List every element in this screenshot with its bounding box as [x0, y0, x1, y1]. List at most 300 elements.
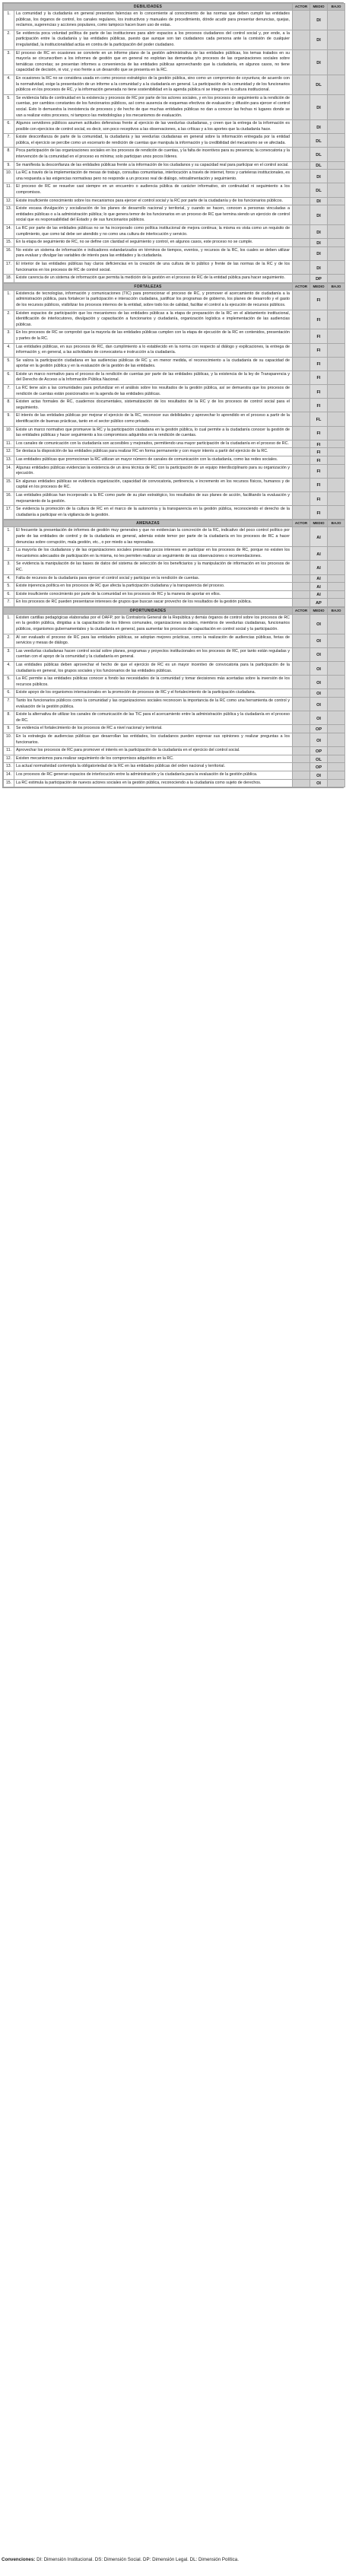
row-text: Tanto los funcionarios públicos como la comunidad y las organizaciones sociales reconocen la importancia de la RC como una herramienta de control y evaluación de la gestión pública.	[14, 698, 293, 711]
row-text: Aprovechar los procesos de RC para promover el interés en la participación de la ciudadanía en el ejercicio del control social.	[14, 747, 293, 755]
section-header-row	[4, 283, 345, 290]
dimension-code: OI	[310, 647, 328, 661]
dimension-code: OI	[310, 662, 328, 676]
matrix-row	[4, 590, 345, 599]
low-cell	[328, 491, 345, 505]
row-number: 11.	[4, 747, 14, 755]
dimension-code: FI	[310, 370, 328, 384]
dimension-code: FI	[310, 290, 328, 310]
actor-cell	[293, 205, 310, 225]
row-text: Existen mecanismos para realizar seguimiento de los compromisos adquiridos en la RC.	[14, 755, 293, 763]
matrix-row	[4, 170, 345, 183]
low-cell	[328, 94, 345, 119]
row-number: 1.	[4, 614, 14, 634]
low-cell	[328, 275, 345, 283]
section-table	[3, 283, 345, 520]
row-text: La RC por parte de las entidades públicas no se ha incorporado como política institucional de mejora continua; la misma es vista como un requisito de cumplimiento, que como tal debe ser atendido y no como una cultura de interlocución y servicio.	[14, 225, 293, 239]
actor-cell	[293, 733, 310, 746]
row-number: 2.	[4, 634, 14, 647]
matrix-row	[4, 574, 345, 583]
matrix-row	[4, 225, 345, 239]
row-number: 2.	[4, 547, 14, 561]
row-number: 7.	[4, 698, 14, 711]
matrix-row	[4, 426, 345, 440]
matrix-row	[4, 711, 345, 725]
actor-cell	[293, 134, 310, 148]
row-number: 6.	[4, 370, 14, 384]
actor-cell	[293, 11, 310, 30]
low-cell	[328, 634, 345, 647]
row-text: Las entidades públicas, en sus procesos de RC, dan cumplimiento a lo establecido en la norma con respecto al diálogo y explicaciones, la entrega de información y, en general, a las actividades de convocatoria e instrucción a la ciudadanía.	[14, 343, 293, 357]
matrix-row	[4, 583, 345, 591]
section-header-row	[4, 607, 345, 614]
column-header: MEDIO	[310, 607, 328, 614]
low-cell	[328, 574, 345, 583]
actor-cell	[293, 711, 310, 725]
matrix-row	[4, 148, 345, 161]
matrix-row	[4, 733, 345, 746]
row-text: En la estrategia de audiencias públicas que desarrollan las entidades, los ciudadanos pueden expresar sus opiniones y realizar preguntas a los funcionarios.	[14, 733, 293, 746]
dimension-code: DL	[310, 75, 328, 94]
low-cell	[328, 426, 345, 440]
dimension-code: OP	[310, 747, 328, 755]
row-text: Existe desconfianza de parte de la comunidad, la ciudadanía y las veedurías ciudadanas en general sobre la información entregada por la entidad pública, el ejercicio se percibe como un escenario de rendición de cuentas que manipula la información y la credibilidad del mecanismo se ve afectada.	[14, 134, 293, 148]
column-header: ACTOR	[293, 4, 310, 11]
dimension-code: FL	[310, 412, 328, 426]
actor-cell	[293, 385, 310, 399]
row-text: Algunas entidades públicas evidencian la existencia de un área técnica de RC con la participación de un equipo interdisciplinario para su organización y ejecución.	[14, 464, 293, 478]
row-text: Los procesos de RC generan espacios de interlocución entre la administración y la ciudadanía para la evaluación de la gestión pública.	[14, 771, 293, 779]
dimension-code: OI	[310, 634, 328, 647]
row-text: Existen cartillas pedagógicas elaboradas por el DAFP, por la Contraloría General de la República y demás órganos de control sobre los procesos de RC en la gestión pública, dirigidas a la capacitación de los líderes comunales, organizaciones sociales, miembros de veedurías ciudadanas, funcionarios públicos, organismos gubernamentales y la ciudadanía en general, para aumentar los procesos de capacitación en control social y la participación.	[14, 614, 293, 634]
actor-cell	[293, 343, 310, 357]
matrix-row	[4, 205, 345, 225]
matrix-row	[4, 275, 345, 283]
section-title: DEBILIDADES	[4, 4, 293, 11]
dimension-code: DI	[310, 225, 328, 239]
row-text: No existe un sistema de información e indicadores estandarizados en términos de tiempos, eventos, y recursos de la RC, los cuales se deben utilizar para evaluar y divulgar las variables de interés para las entidades y la ciudadanía.	[14, 246, 293, 260]
low-cell	[328, 448, 345, 456]
actor-cell	[293, 426, 310, 440]
row-number: 7.	[4, 385, 14, 399]
row-number: 16.	[4, 491, 14, 505]
row-number: 14.	[4, 771, 14, 779]
section-title: FORTALEZAS	[4, 283, 293, 290]
matrix-row	[4, 290, 345, 310]
row-number: 16.	[4, 246, 14, 260]
actor-cell	[293, 399, 310, 412]
dimension-code: AI	[310, 561, 328, 574]
column-header: BAJO	[328, 607, 345, 614]
dimension-code: OI	[310, 733, 328, 746]
actor-cell	[293, 94, 310, 119]
matrix-row	[4, 478, 345, 491]
dimension-code: DI	[310, 239, 328, 247]
dimension-code: FI	[310, 440, 328, 448]
row-text: La RC tiene aún a las comunidades para profundizar en el análisis sobre los resultados de la gestión pública, así se demuestra que los procesos de rendición de cuentas están posicionados en la agenda de las entidades públicas.	[14, 385, 293, 399]
actor-cell	[293, 197, 310, 205]
actor-cell	[293, 574, 310, 583]
actor-cell	[293, 260, 310, 274]
row-number: 12.	[4, 448, 14, 456]
low-cell	[328, 527, 345, 547]
column-header: ACTOR	[293, 283, 310, 290]
column-header: ACTOR	[293, 520, 310, 527]
dimension-code: FI	[310, 478, 328, 491]
low-cell	[328, 11, 345, 30]
row-number: 8.	[4, 148, 14, 161]
low-cell	[328, 771, 345, 779]
row-number: 12.	[4, 197, 14, 205]
row-text: La actual normatividad contempla la obligatoriedad de la RC en las entidades públicas del orden nacional y territorial.	[14, 763, 293, 771]
dimension-code: FI	[310, 448, 328, 456]
low-cell	[328, 385, 345, 399]
low-cell	[328, 590, 345, 599]
dimension-code: OI	[310, 771, 328, 779]
row-text: Algunos servidores públicos asumen actitudes defensivas frente al ejercicio de las veedurías ciudadanas, y creen que la entrega de la información es posible con ejercicios de control social, es decir, son poco receptivos a las observaciones, a las críticas y a los aportes que la ciudadanía hace.	[14, 120, 293, 134]
column-header: BAJO	[328, 4, 345, 11]
low-cell	[328, 161, 345, 170]
row-number: 5.	[4, 357, 14, 370]
matrix-row	[4, 120, 345, 134]
row-text: Existe carencia de un sistema de información que permita la medición de la gestión en el proceso de RC de la entidad pública para hacer seguimiento.	[14, 275, 293, 283]
matrix-row	[4, 412, 345, 426]
row-text: La RC permite a las entidades públicas conocer a fondo las necesidades de la comunidad y tomar decisiones más acertadas sobre la inversión de los recursos públicos.	[14, 676, 293, 689]
row-number: 5.	[4, 583, 14, 591]
row-text: Existe apoyo de los organismos internacionales en la promoción de procesos de RC y el fortalecimiento de la participación ciudadana.	[14, 689, 293, 698]
low-cell	[328, 75, 345, 94]
matrix-row	[4, 599, 345, 607]
dimension-code: DI	[310, 197, 328, 205]
row-text: Existe escasa divulgación y socialización de los planes de desarrollo nacional y territorial, y cuando se hacen, conocen a personas vinculadas a entidades públicas o a la administración pública; lo que genera temor de los funcionarios en un proceso de RC que termina siendo un ejercicio de control social que es responsabilidad del Estado y de sus funcionarios públicos.	[14, 205, 293, 225]
dimension-code: DI	[310, 94, 328, 119]
row-text: Las entidades públicas deben aprovechar el hecho de que el ejercicio de RC es un mayor incentivo de convocatoria para la participación de la ciudadanía en general, los grupos sociales y los funcionarios de las entidades públicas.	[14, 662, 293, 676]
low-cell	[328, 711, 345, 725]
dimension-code: DI	[310, 246, 328, 260]
row-number: 9.	[4, 161, 14, 170]
row-number: 4.	[4, 343, 14, 357]
dimension-code: FI	[310, 491, 328, 505]
dimension-code: OI	[310, 711, 328, 725]
low-cell	[328, 456, 345, 465]
low-cell	[328, 779, 345, 787]
matrix-row	[4, 634, 345, 647]
dimension-code: AI	[310, 527, 328, 547]
low-cell	[328, 183, 345, 197]
matrix-row	[4, 456, 345, 465]
low-cell	[328, 120, 345, 134]
matrix-row	[4, 647, 345, 661]
low-cell	[328, 647, 345, 661]
dimension-code: FI	[310, 456, 328, 465]
low-cell	[328, 689, 345, 698]
row-number: 14.	[4, 225, 14, 239]
low-cell	[328, 49, 345, 75]
row-number: 1.	[4, 527, 14, 547]
matrix-row	[4, 698, 345, 711]
actor-cell	[293, 771, 310, 779]
row-number: 4.	[4, 75, 14, 94]
row-text: Existe insuficiente conocimiento por parte de la comunidad en los procesos de RC y la manera de aportar en ellos.	[14, 590, 293, 599]
section-table	[3, 3, 345, 283]
row-text: Las entidades públicas han incorporado a la RC como parte de su plan estratégico, los resultados de sus planes de acción, facilitando la evaluación y mejoramiento de la gestión.	[14, 491, 293, 505]
actor-cell	[293, 599, 310, 607]
actor-cell	[293, 448, 310, 456]
row-number: 17.	[4, 260, 14, 274]
matrix-row	[4, 329, 345, 343]
row-text: La RC estimula la participación de nuevos actores sociales en la gestión pública, reconociendo a la ciudadanía como sujeto de derechos.	[14, 779, 293, 787]
matrix-row	[4, 506, 345, 520]
row-text: El interior de las entidades públicas hay claros deficiencias en la creación de una cultura de lo público y frente de las normas de la RC y de los funcionarios en los procesos de RC de control social.	[14, 260, 293, 274]
actor-cell	[293, 698, 310, 711]
matrix-row	[4, 561, 345, 574]
matrix-row	[4, 755, 345, 763]
dimension-code: AI	[310, 583, 328, 591]
section-title: OPORTUNIDADES	[4, 607, 293, 614]
row-number: 8.	[4, 399, 14, 412]
matrix-row	[4, 676, 345, 689]
section-header-row	[4, 520, 345, 527]
matrix-row	[4, 763, 345, 771]
row-number: 4.	[4, 574, 14, 583]
row-text: El interés de las entidades públicas por mejorar el ejercicio de la RC, reconocer sus debilidades y aprovechar lo aprendido en el proceso a partir de la identificación de buenas prácticas, tanto en el sector público como privado.	[14, 412, 293, 426]
column-header: BAJO	[328, 520, 345, 527]
actor-cell	[293, 246, 310, 260]
actor-cell	[293, 647, 310, 661]
low-cell	[328, 329, 345, 343]
actor-cell	[293, 779, 310, 787]
actor-cell	[293, 755, 310, 763]
dimension-code: OL	[310, 755, 328, 763]
actor-cell	[293, 747, 310, 755]
dimension-code: AI	[310, 547, 328, 561]
row-number: 10.	[4, 733, 14, 746]
dimension-code: DL	[310, 134, 328, 148]
actor-cell	[293, 357, 310, 370]
matrix-sheet	[2, 2, 344, 788]
dimension-code: FI	[310, 343, 328, 357]
low-cell	[328, 197, 345, 205]
low-cell	[328, 225, 345, 239]
row-text: Se evidencia la promoción de la cultura de RC en el marco de la autonomía y la transparencia en la gestión pública, reconociendo el derecho de la ciudadanía a participar en la vigilancia de la gestión.	[14, 506, 293, 520]
actor-cell	[293, 478, 310, 491]
matrix-row	[4, 527, 345, 547]
row-number: 7.	[4, 134, 14, 148]
matrix-row	[4, 440, 345, 448]
matrix-row	[4, 134, 345, 148]
matrix-row	[4, 30, 345, 49]
conventions-label: Convenciones:	[2, 2557, 36, 2562]
actor-cell	[293, 239, 310, 247]
row-number: 11.	[4, 183, 14, 197]
low-cell	[328, 148, 345, 161]
row-number: 6.	[4, 590, 14, 599]
actor-cell	[293, 464, 310, 478]
low-cell	[328, 399, 345, 412]
dimension-code: OI	[310, 779, 328, 787]
actor-cell	[293, 662, 310, 676]
low-cell	[328, 698, 345, 711]
row-number: 1.	[4, 11, 14, 30]
row-number: 1.	[4, 290, 14, 310]
dimension-code: OI	[310, 698, 328, 711]
matrix-row	[4, 197, 345, 205]
actor-cell	[293, 725, 310, 733]
dimension-code: DI	[310, 30, 328, 49]
row-number: 3.	[4, 647, 14, 661]
dimension-code: OP	[310, 725, 328, 733]
matrix-row	[4, 771, 345, 779]
dimension-code: OI	[310, 614, 328, 634]
row-number: 6.	[4, 120, 14, 134]
actor-cell	[293, 225, 310, 239]
dimension-code: OI	[310, 689, 328, 698]
matrix-row	[4, 161, 345, 170]
row-number: 6.	[4, 689, 14, 698]
row-text: Se evidencia el fortalecimiento de los procesos de RC a nivel nacional y territorial.	[14, 725, 293, 733]
actor-cell	[293, 491, 310, 505]
dimension-code: AI	[310, 574, 328, 583]
row-text: Al ser evaluado el proceso de RC para las entidades públicas, se adoptan mejores prácticas, como la realización de audiencias públicas, ferias de servicios y mesas de diálogo.	[14, 634, 293, 647]
dimension-code: FI	[310, 329, 328, 343]
row-number: 4.	[4, 662, 14, 676]
actor-cell	[293, 440, 310, 448]
column-header: MEDIO	[310, 4, 328, 11]
row-number: 7.	[4, 599, 14, 607]
dimension-code: DL	[310, 183, 328, 197]
low-cell	[328, 506, 345, 520]
actor-cell	[293, 148, 310, 161]
row-text: Existe injerencia política en los procesos de RC que afecta la participación ciudadana y la transparencia del proceso.	[14, 583, 293, 591]
matrix-row	[4, 385, 345, 399]
row-number: 14.	[4, 464, 14, 478]
low-cell	[328, 310, 345, 329]
row-text: Existe insuficiente conocimiento sobre los mecanismos para ejercer el control social y la RC por parte de la ciudadanía y de los funcionarios públicos.	[14, 197, 293, 205]
row-number: 9.	[4, 412, 14, 426]
low-cell	[328, 547, 345, 561]
row-number: 3.	[4, 329, 14, 343]
matrix-row	[4, 464, 345, 478]
dimension-code: OP	[310, 763, 328, 771]
row-number: 15.	[4, 478, 14, 491]
matrix-row	[4, 370, 345, 384]
row-number: 10.	[4, 170, 14, 183]
dimension-code: FI	[310, 310, 328, 329]
dimension-code: DI	[310, 11, 328, 30]
actor-cell	[293, 183, 310, 197]
actor-cell	[293, 506, 310, 520]
actor-cell	[293, 75, 310, 94]
row-number: 15.	[4, 239, 14, 247]
row-text: Se evidencia falta de continuidad en la existencia y procesos de RC por parte de los actores sociales, y en los procesos de seguimiento a la rendición de cuentas, por cambios constantes de los funcionarios públicos, así como ausencia de esquemas efectivos de evaluación y difusión para ejercer el control social. Esto lo demuestra la inexistencia de procesos y de hecho de que muchas entidades públicas no dan a conocer las fechas ni lugares donde se van a realizar estos procesos, ni tampoco las metodologías y los mecanismos de evaluación.	[14, 94, 293, 119]
low-cell	[328, 763, 345, 771]
dimension-code: AP	[310, 599, 328, 607]
dimension-code: FI	[310, 357, 328, 370]
row-number: 15.	[4, 779, 14, 787]
dimension-code: AI	[310, 590, 328, 599]
matrix-row	[4, 491, 345, 505]
actor-cell	[293, 456, 310, 465]
actor-cell	[293, 689, 310, 698]
actor-cell	[293, 547, 310, 561]
row-number: 2.	[4, 310, 14, 329]
low-cell	[328, 662, 345, 676]
row-number: 3.	[4, 561, 14, 574]
section-title: AMENAZAS	[4, 520, 293, 527]
row-text: Se destaca la disposición de las entidades públicas para realizar RC en forma permanente y con mayor interés a partir del ejercicio de la RC.	[14, 448, 293, 456]
row-text: Las entidades públicas que promocionan la RC utilizan un mayor número de canales de comunicación con la ciudadanía, como las redes sociales.	[14, 456, 293, 465]
row-text: El frecuente la presentación de informes de gestión muy generales y que no evidencian la concreción de la RC, indicativo del poco control político por parte de las entidades de control y de la ciudadanía en general, además existe temor por parte de la ciudadanía en los procesos de RC a hacer denuncias sobre corrupción, mala gestión, etc., o por miedo a las represalias.	[14, 527, 293, 547]
row-text: En los procesos de RC se comprobó que la mayoría de las entidades públicas cumplen con la etapa de ejecución de la RC en contenidos, presentación y partes de la RC.	[14, 329, 293, 343]
row-text: El proceso de RC en ocasiones se convierte en un informe plano de la gestión administrativa de las entidades públicas, los temas tratados en su mayoría se circunscriben a los informes de gestión que en general no explotan las demandas y/o procesos de las organizaciones sociales sobre temáticas concretas; se presentan informes a conveniencia de las entidades públicas aprovechando que la ciudadanía, en algunos casos, no tiene capacidad de decisión, ni voz, y eso frente a un desarrollo que se presenta en la RC.	[14, 49, 293, 75]
low-cell	[328, 357, 345, 370]
dimension-code: DI	[310, 120, 328, 134]
matrix-row	[4, 49, 345, 75]
low-cell	[328, 239, 345, 247]
low-cell	[328, 747, 345, 755]
row-number: 3.	[4, 49, 14, 75]
actor-cell	[293, 412, 310, 426]
low-cell	[328, 412, 345, 426]
actor-cell	[293, 49, 310, 75]
matrix-row	[4, 246, 345, 260]
row-number: 2.	[4, 30, 14, 49]
row-text: Existencia de tecnologías, información y comunicaciones (TIC) para promocionar el proceso de RC, y promover el acercamiento de ciudadanía a la administración pública, para fortalecer la participación e interacción ciudadana, justificar los programas de gobierno, los planes de desarrollo y el gasto de los recursos públicos, visibilizar los procesos internos de la entidad, sobre todo los de calidad, facilitar el control a la ejecución de recursos públicos.	[14, 290, 293, 310]
actor-cell	[293, 561, 310, 574]
row-text: Se evidencia la manipulación de las bases de datos del sistema de selección de los beneficiarios y la manipulación de información en los procesos de RC.	[14, 561, 293, 574]
low-cell	[328, 170, 345, 183]
matrix-row	[4, 725, 345, 733]
row-text: Las veedurías ciudadanas hacen control social sobre planes, programas y proyectos institucionales en los procesos de RC, por tanto están reguladas y cuentan con el apoyo de la comunidad y la ciudadanía en general.	[14, 647, 293, 661]
conventions-text: DI: Dimensión Institucional. DS: Dimensión Social. DP: Dimensión Legal. DL: Dimensión Política.	[35, 2557, 239, 2562]
actor-cell	[293, 614, 310, 634]
row-text: La mayoría de los ciudadanos y de las organizaciones sociales presentan pocos intereses en participar en los procesos de RC, porque no existen los mecanismos adecuados de participación en la misma, no les permiten realizar un seguimiento de sus observaciones o recomendaciones.	[14, 547, 293, 561]
matrix-row	[4, 662, 345, 676]
matrix-row	[4, 614, 345, 634]
row-text: El proceso de RC se resuelve casi siempre en un encuentro o audiencia pública de carácter informativo, sin continuidad ni seguimiento a los compromisos.	[14, 183, 293, 197]
column-header: MEDIO	[310, 520, 328, 527]
matrix-row	[4, 399, 345, 412]
dimension-code: FI	[310, 506, 328, 520]
row-number: 12.	[4, 755, 14, 763]
actor-cell	[293, 120, 310, 134]
matrix-row	[4, 689, 345, 698]
actor-cell	[293, 329, 310, 343]
low-cell	[328, 440, 345, 448]
low-cell	[328, 370, 345, 384]
matrix-row	[4, 239, 345, 247]
dimension-code: DI	[310, 170, 328, 183]
low-cell	[328, 755, 345, 763]
actor-cell	[293, 583, 310, 591]
row-text: En la etapa de seguimiento de RC, no se define con claridad el seguimiento y control, en algunos casos, este proceso no se cumple.	[14, 239, 293, 247]
row-number: 18.	[4, 275, 14, 283]
row-number: 9.	[4, 725, 14, 733]
matrix-row	[4, 547, 345, 561]
matrix-row	[4, 357, 345, 370]
dimension-code: DI	[310, 205, 328, 225]
row-number: 8.	[4, 711, 14, 725]
actor-cell	[293, 310, 310, 329]
matrix-row	[4, 779, 345, 787]
row-text: Los canales de comunicación con la ciudadanía son accesibles y mejorados, permitiendo una mayor participación de la ciudadanía en el proceso de RC.	[14, 440, 293, 448]
conventions-footer	[2, 2557, 344, 2564]
row-text: En ocasiones la RC no se considera usada en como proceso estratégico de la gestión pública, sino como un compromiso de coyuntura; de acuerdo con la normatividad, exige la presentación de un informe a la comunidad y a la ciudadanía en general. La participación de la comunidad y de los funcionarios públicos en los procesos de RC, y la información generada no tiene sostenibilidad en la agenda pública ni se integra en la cultura institucional.	[14, 75, 293, 94]
dimension-code: DL	[310, 148, 328, 161]
section-table	[3, 520, 345, 607]
actor-cell	[293, 30, 310, 49]
low-cell	[328, 260, 345, 274]
